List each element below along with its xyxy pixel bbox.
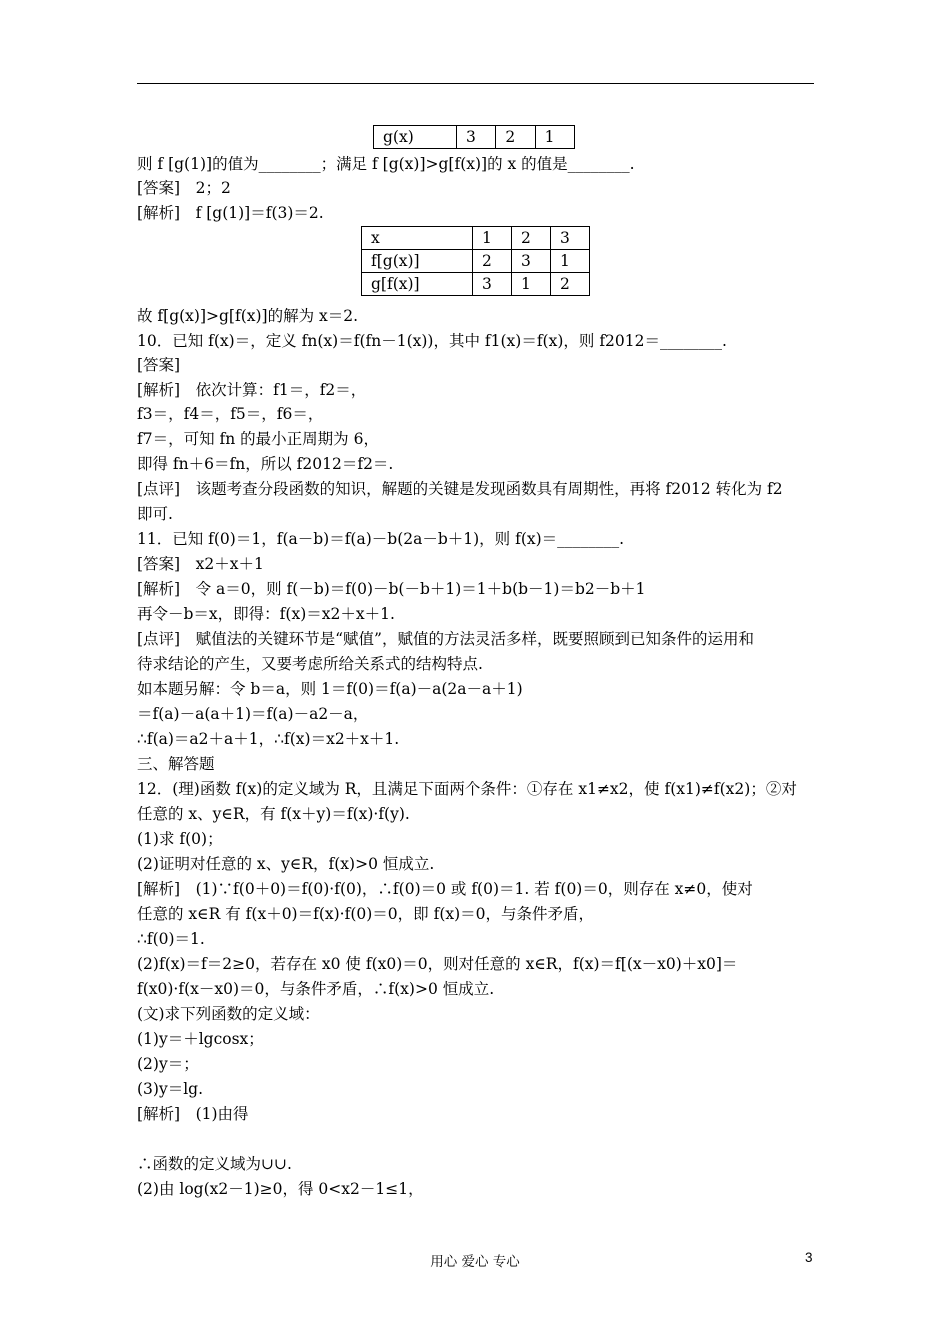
text-line: [解析] (1)∵f(0＋0)＝f(0)·f(0)，∴f(0)＝0 或 f(0)＝1. 若 f(0)＝0，则存在 x≠0，使对 bbox=[137, 880, 753, 898]
table-cell: x bbox=[362, 227, 473, 250]
text-line: 如本题另解：令 b＝a，则 1＝f(0)＝f(a)－a(2a－a＋1) bbox=[137, 680, 523, 698]
text-line: [解析] 令 a＝0，则 f(－b)＝f(0)－b(－b＋1)＝1＋b(b－1)＝b2－b＋1 bbox=[137, 580, 646, 598]
text-line: (2)f(x)＝f＝2≥0，若存在 x0 使 f(x0)＝0，则对任意的 x∈R，f(x)＝f[(x－x0)＋x0]＝ bbox=[137, 955, 738, 973]
text-line: 12．(理)函数 f(x)的定义域为 R，且满足下面两个条件：①存在 x1≠x2，使 f(x1)≠f(x2)；②对 bbox=[137, 780, 797, 798]
composition-table bbox=[361, 226, 590, 296]
text-line: f(x0)·f(x－x0)＝0，与条件矛盾，∴f(x)>0 恒成立. bbox=[137, 980, 495, 998]
table-cell: 2 bbox=[512, 227, 551, 250]
text-line: 再令－b＝x，即得：f(x)＝x2＋x＋1. bbox=[137, 605, 395, 623]
gx-value-table bbox=[373, 125, 575, 149]
footer-motto: 用心 爱心 专心 bbox=[430, 1254, 520, 1270]
text-line: 任意的 x∈R 有 f(x＋0)＝f(x)·f(0)＝0，即 f(x)＝0，与条件矛盾， bbox=[137, 905, 595, 923]
header-rule bbox=[137, 83, 814, 84]
text-line: [答案] x2＋x＋1 bbox=[137, 555, 264, 573]
text-line: 即得 fn＋6＝fn，所以 f2012＝f2＝. bbox=[137, 455, 394, 473]
section-heading: 三、解答题 bbox=[137, 755, 215, 773]
text-line: (1)y＝＋lgcosx； bbox=[137, 1030, 264, 1048]
text-line: [答案] 2；2 bbox=[137, 179, 231, 197]
page-number: 3 bbox=[805, 1250, 813, 1265]
text-line: [解析] f [g(1)]＝f(3)＝2. bbox=[137, 204, 324, 222]
table-cell: 1 bbox=[535, 126, 574, 149]
text-line: 11．已知 f(0)＝1，f(a－b)＝f(a)－b(2a－b＋1)，则 f(x)＝________. bbox=[137, 530, 625, 548]
text-line: 10．已知 f(x)＝，定义 fn(x)＝f(fn－1(x))，其中 f1(x)＝f(x)，则 f2012＝________. bbox=[137, 332, 727, 350]
table-cell: f[g(x)] bbox=[362, 250, 473, 273]
table-cell: g(x) bbox=[374, 126, 457, 149]
text-line: (文)求下列函数的定义域： bbox=[137, 1005, 320, 1023]
text-line: 即可. bbox=[137, 505, 173, 523]
table-cell: 3 bbox=[512, 250, 551, 273]
text-line: (1)求 f(0)； bbox=[137, 830, 223, 848]
text-line: [点评] 赋值法的关键环节是“赋值”，赋值的方法灵活多样，既要照顾到已知条件的运用和 bbox=[137, 630, 754, 648]
table-cell: 3 bbox=[473, 273, 512, 296]
table-row bbox=[362, 250, 590, 273]
text-line: 故 f[g(x)]>g[f(x)]的解为 x＝2. bbox=[137, 307, 359, 325]
text-line: ＝f(a)－a(a＋1)＝f(a)－a2－a， bbox=[137, 705, 369, 723]
text-line: ∴f(0)＝1. bbox=[137, 930, 205, 948]
text-line: (3)y＝lg. bbox=[137, 1080, 204, 1098]
table-cell: 3 bbox=[551, 227, 590, 250]
text-line: [答案] bbox=[137, 356, 181, 374]
text-line: 则 f [g(1)]的值为________；满足 f [g(x)]>g[f(x)]的 x 的值是________. bbox=[137, 155, 635, 173]
text-line: ∴f(a)＝a2＋a＋1，∴f(x)＝x2＋x＋1. bbox=[137, 730, 400, 748]
text-line: (2)y＝； bbox=[137, 1055, 199, 1073]
table-cell: 2 bbox=[496, 126, 535, 149]
text-line: 任意的 x、y∈R，有 f(x＋y)＝f(x)·f(y). bbox=[137, 805, 410, 823]
text-line: (2)证明对任意的 x、y∈R，f(x)>0 恒成立. bbox=[137, 855, 435, 873]
text-line: f3＝，f4＝，f5＝，f6＝， bbox=[137, 405, 324, 423]
table-cell: 1 bbox=[551, 250, 590, 273]
table-row bbox=[374, 126, 575, 149]
text-line: 待求结论的产生，又要考虑所给关系式的结构特点. bbox=[137, 655, 483, 673]
table-cell: 2 bbox=[473, 250, 512, 273]
table-cell: g[f(x)] bbox=[362, 273, 473, 296]
table-cell: 2 bbox=[551, 273, 590, 296]
table-cell: 1 bbox=[473, 227, 512, 250]
text-line: [点评] 该题考查分段函数的知识，解题的关键是发现函数具有周期性，再将 f2012 转化为 f2 bbox=[137, 480, 783, 498]
text-line: ∴函数的定义域为∪∪. bbox=[137, 1155, 292, 1173]
text-line: [解析] 依次计算：f1＝，f2＝， bbox=[137, 381, 367, 399]
text-line: [解析] (1)由得 bbox=[137, 1105, 249, 1123]
text-line: f7＝，可知 fn 的最小正周期为 6， bbox=[137, 430, 379, 448]
table-row bbox=[362, 227, 590, 250]
table-cell: 3 bbox=[457, 126, 496, 149]
text-line: (2)由 log(x2－1)≥0，得 0<x2－1≤1， bbox=[137, 1180, 424, 1198]
table-row bbox=[362, 273, 590, 296]
table-cell: 1 bbox=[512, 273, 551, 296]
